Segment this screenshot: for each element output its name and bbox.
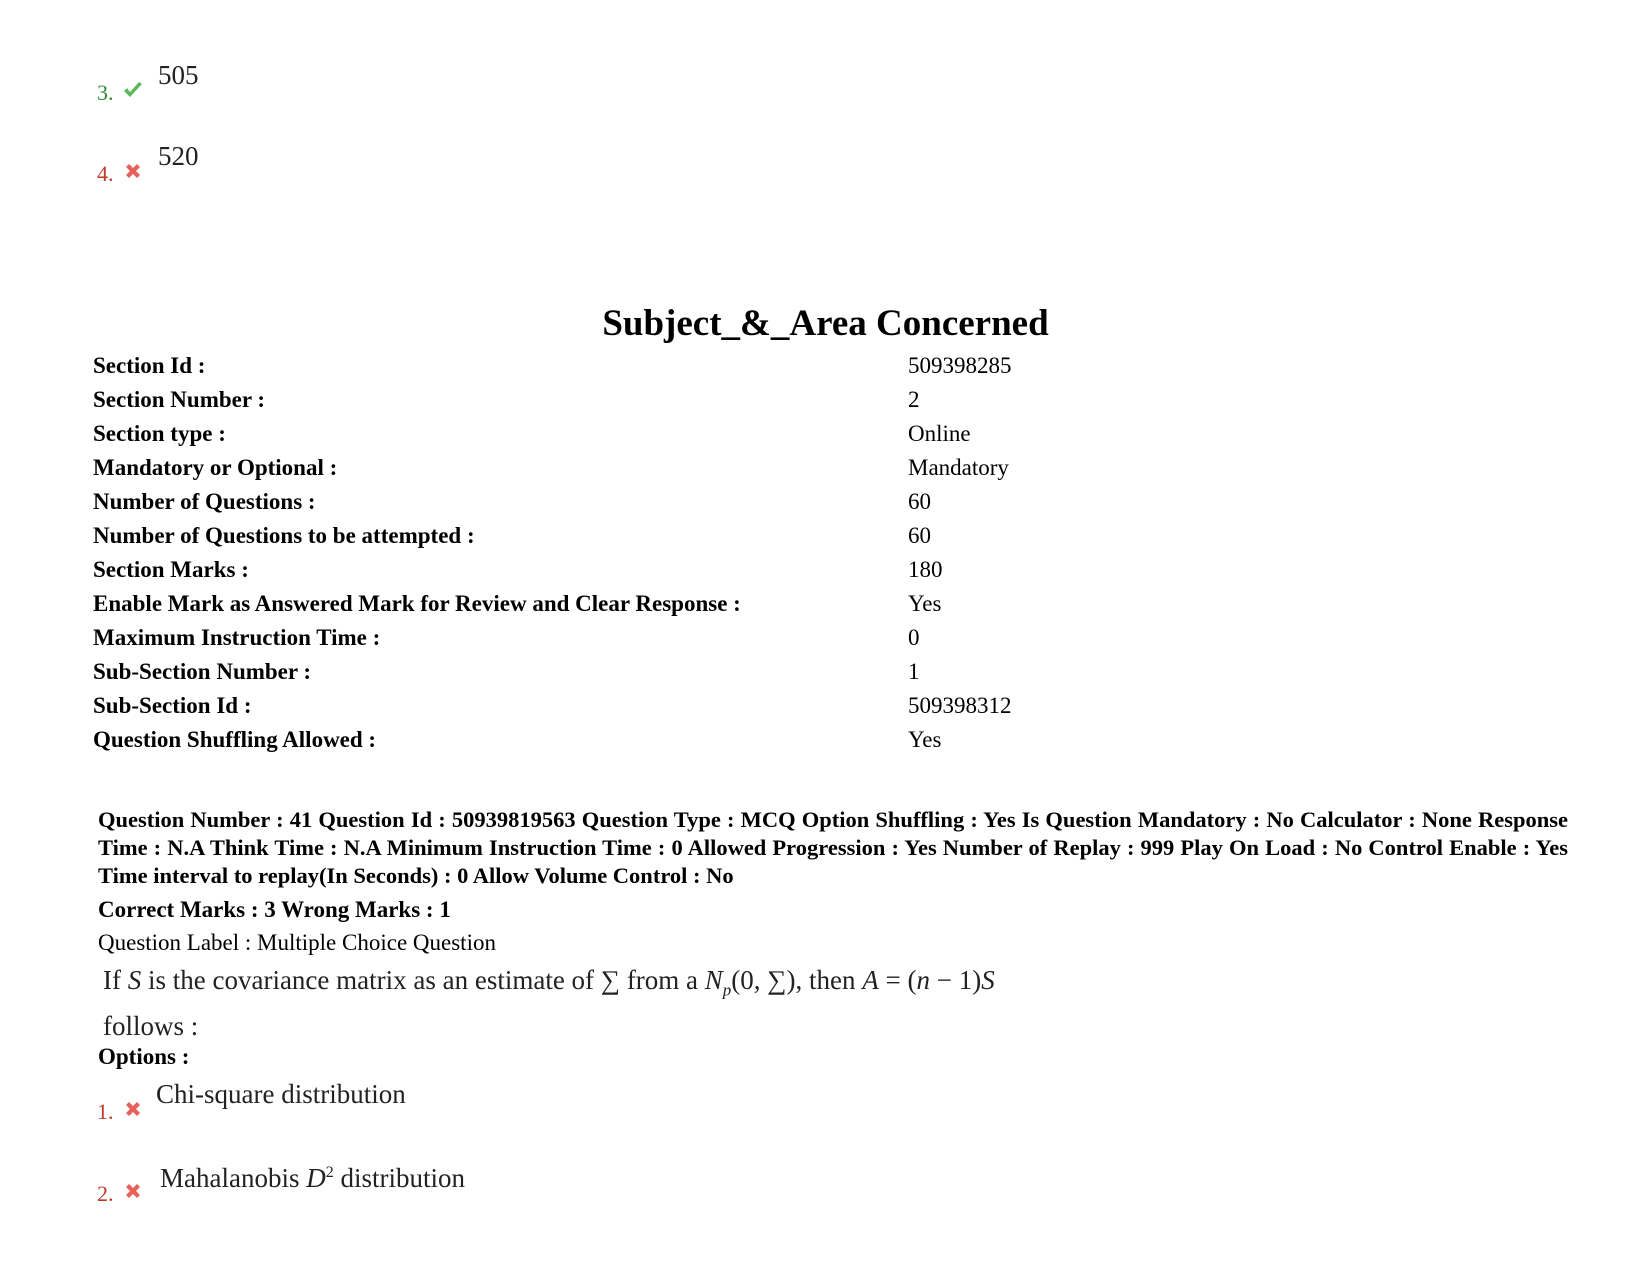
info-value: 509398312	[908, 693, 1012, 718]
option-number: 1.	[97, 1099, 114, 1124]
options-label: Options :	[98, 1044, 190, 1069]
info-value: Yes	[908, 727, 942, 752]
info-label: Question Shuffling Allowed :	[93, 727, 377, 752]
info-value: 2	[908, 387, 920, 412]
info-label: Mandatory or Optional :	[93, 455, 338, 480]
cross-icon	[121, 1097, 145, 1121]
info-value: 60	[908, 523, 931, 548]
info-value: Mandatory	[908, 455, 1009, 480]
question-metadata: Question Number : 41 Question Id : 50939819563 Question Type : MCQ Option Shuffling : Yes Is Question Mandatory : No Calculator : None Response Time : N.A Think Time : N.A Minimum Instruction Time : 0 Allowed Progression : Yes Number of Replay : 999 Play On Load : No Control Enable : Yes Time interval to replay(In Seconds) : 0 Allow Volume Control : No	[98, 807, 1568, 888]
info-value: 180	[908, 557, 943, 582]
info-label: Section Id :	[93, 353, 206, 378]
option-number: 3.	[97, 80, 114, 105]
option-text: Chi-square distribution	[156, 1079, 406, 1109]
info-label: Section Marks :	[93, 557, 249, 582]
checkmark-icon	[121, 78, 145, 102]
question-marks: Correct Marks : 3 Wrong Marks : 1	[98, 897, 451, 922]
question-text-line-2: follows :	[103, 1011, 199, 1042]
section-title: Subject_&_Area Concerned	[602, 303, 1049, 344]
info-value: 0	[908, 625, 920, 650]
option-text: 520	[158, 141, 199, 171]
info-label: Sub-Section Number :	[93, 659, 312, 684]
info-value: Online	[908, 421, 971, 446]
info-label: Maximum Instruction Time :	[93, 625, 381, 650]
question-text-line-1: If S is the covariance matrix as an estimate of ∑ from a $N_p(0$, ∑), then A = (n − 1)S	[103, 965, 995, 1000]
info-label: Section Number :	[93, 387, 266, 412]
cross-icon	[121, 159, 145, 183]
info-label: Number of Questions :	[93, 489, 316, 514]
info-label: Sub-Section Id :	[93, 693, 252, 718]
info-value: Yes	[908, 591, 942, 616]
cross-icon	[121, 1179, 145, 1203]
option-text: Mahalanobis $D^2$ distribution	[160, 1163, 465, 1193]
info-label: Enable Mark as Answered Mark for Review and Clear Response :	[93, 591, 741, 616]
option-number: 2.	[97, 1181, 114, 1206]
option-number: 4.	[97, 161, 114, 186]
question-text	[103, 962, 995, 1045]
info-label: Number of Questions to be attempted :	[93, 523, 475, 548]
info-value: 509398285	[908, 353, 1012, 378]
info-value: 60	[908, 489, 931, 514]
info-value: 1	[908, 659, 920, 684]
info-label: Section type :	[93, 421, 226, 446]
option-text: 505	[158, 60, 199, 90]
question-label: Question Label : Multiple Choice Question	[98, 930, 496, 955]
